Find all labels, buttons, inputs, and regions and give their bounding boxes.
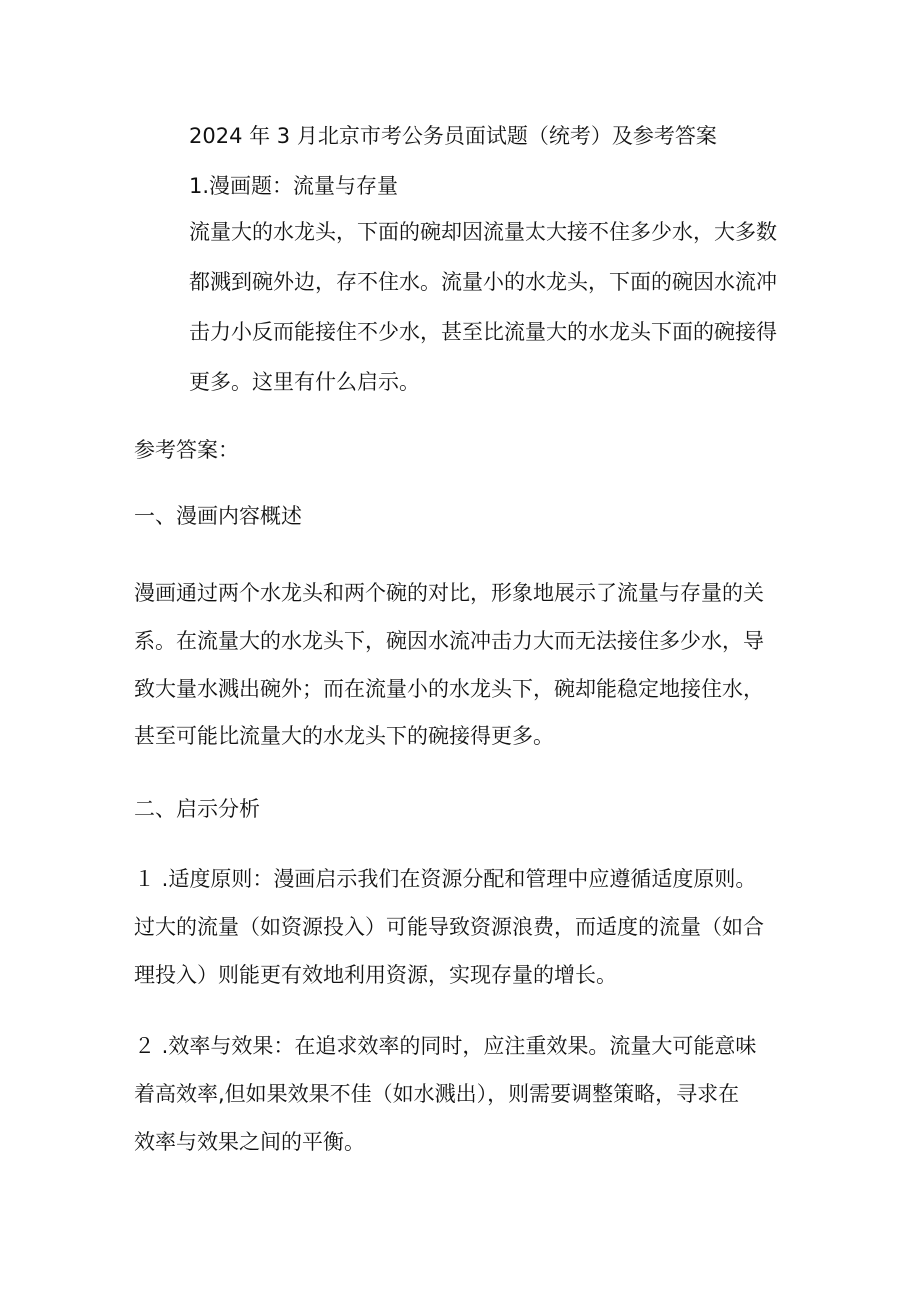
overview-text-line: 致大量水溅出碗外；而在流量小的水龙头下，碗却能稳定地接住水， (134, 677, 764, 701)
document-title: 2024 年 3 月北京市考公务员面试题（统考）及参考答案 (189, 124, 717, 148)
section-heading-analysis: 二、启示分析 (134, 797, 260, 821)
analysis-item-1-line: 过大的流量（如资源投入）可能导致资源浪费，而适度的流量（如合 (134, 915, 764, 939)
analysis-item-2-line: ２ .效率与效果：在追求效率的同时，应注重效果。流量大可能意味 (134, 1034, 757, 1058)
analysis-item-2-line: 着高效率,但如果效果不佳（如水溅出），则需要调整策略，寻求在 (134, 1082, 740, 1106)
overview-text-line: 系。在流量大的水龙头下，碗因水流冲击力大而无法接住多少水，导 (134, 629, 764, 653)
analysis-item-1-line: １ .适度原则：漫画启示我们在资源分配和管理中应遵循适度原则。 (134, 867, 757, 891)
question-text-line: 更多。这里有什么启示。 (189, 370, 420, 394)
section-heading-overview: 一、漫画内容概述 (134, 504, 302, 528)
answer-label: 参考答案： (134, 438, 239, 462)
overview-text-line: 漫画通过两个水龙头和两个碗的对比，形象地展示了流量与存量的关 (134, 581, 764, 605)
overview-text-line: 甚至可能比流量大的水龙头下的碗接得更多。 (134, 724, 554, 748)
question-text-line: 都溅到碗外边，存不住水。流量小的水龙头，下面的碗因水流冲 (189, 270, 777, 294)
question-text-line: 击力小反而能接住不少水，甚至比流量大的水龙头下面的碗接得 (189, 320, 777, 344)
analysis-item-1-line: 理投入）则能更有效地利用资源，实现存量的增长。 (134, 963, 617, 987)
question-heading: 1.漫画题：流量与存量 (189, 174, 399, 198)
question-text-line: 流量大的水龙头，下面的碗却因流量太大接不住多少水，大多数 (189, 220, 777, 244)
analysis-item-2-line: 效率与效果之间的平衡。 (134, 1130, 365, 1154)
